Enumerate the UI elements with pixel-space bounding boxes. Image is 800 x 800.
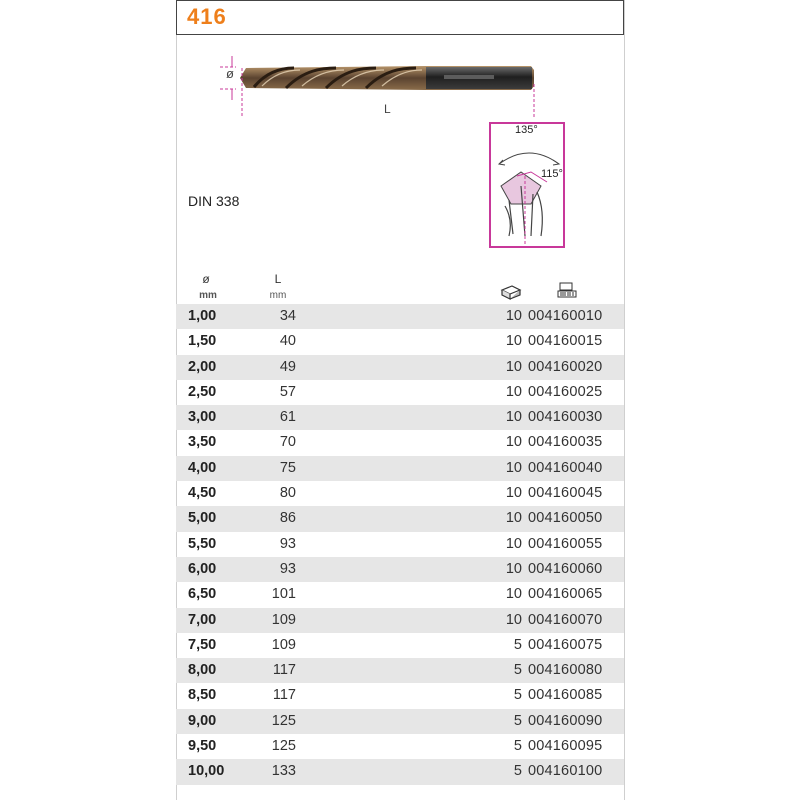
table-row [176,582,624,607]
quantity-cell: 10 [505,308,522,324]
barcode-label-icon [556,282,578,300]
diameter-cell: 7,00 [188,611,217,628]
diameter-cell: 8,00 [188,662,217,679]
article-number-cell: 004160085 [528,687,603,704]
quantity-cell: 5 [513,687,522,704]
length-cell: 34 [279,308,296,324]
table-row [176,608,624,633]
length-cell: 80 [279,485,296,502]
article-number-cell: 004160060 [528,560,603,577]
article-number-cell: 004160020 [528,358,603,375]
diameter-cell: 2,50 [188,383,217,400]
article-number-cell: 004160070 [528,611,603,628]
length-cell: 117 [272,662,296,679]
frame-right-border [624,0,625,800]
table-row [176,355,624,380]
table-row [176,759,624,784]
length-cell: 93 [279,535,296,552]
standard-label: DIN 338 [188,193,240,209]
article-number-cell: 004160095 [528,738,603,755]
length-header-unit: mm [269,290,287,301]
table-row [176,633,624,658]
quantity-cell: 10 [505,510,522,527]
article-number-cell: 004160090 [528,712,603,729]
quantity-cell: 5 [513,712,522,729]
point-angle-diagram [489,122,565,248]
diameter-cell: 4,00 [188,459,217,476]
length-cell: 109 [271,611,296,628]
length-header-symbol: L [274,272,282,286]
article-number-cell: 004160055 [528,535,603,552]
article-number-cell: 004160075 [528,636,603,653]
length-cell: 109 [271,636,296,653]
quantity-cell: 5 [513,738,522,755]
length-cell: 86 [279,510,296,527]
diameter-cell: 5,50 [188,535,217,552]
length-cell: 117 [272,687,296,704]
length-cell: 75 [279,459,296,476]
table-row [176,430,624,455]
diameter-cell: 9,50 [188,738,217,755]
table-row [176,329,624,354]
diameter-cell: 10,00 [188,763,225,780]
table-row [176,709,624,734]
article-number-cell: 004160045 [528,485,603,502]
quantity-cell: 5 [513,662,522,679]
quantity-cell: 10 [505,409,522,426]
table-row [176,532,624,557]
length-cell: 101 [271,586,296,603]
diameter-cell: 7,50 [188,636,217,653]
table-row [176,380,624,405]
quantity-cell: 10 [505,586,522,603]
length-cell: 125 [271,712,296,729]
table-row [176,506,624,531]
article-number-cell: 004160010 [528,308,603,324]
length-cell: 133 [271,763,296,780]
diameter-cell: 1,00 [188,308,217,324]
quantity-cell: 10 [505,611,522,628]
diameter-cell: 3,00 [188,409,217,426]
diameter-cell: 3,50 [188,434,217,451]
length-cell: 40 [279,333,296,350]
length-symbol: L [384,102,391,116]
length-cell: 57 [279,383,296,400]
diameter-cell: 5,00 [188,510,217,527]
drill-bit-image [176,40,624,130]
product-code: 416 [187,4,227,29]
diameter-cell: 8,50 [188,687,217,704]
quantity-cell: 10 [505,333,522,350]
quantity-cell: 10 [505,434,522,451]
product-header [176,0,624,35]
quantity-cell: 10 [505,358,522,375]
table-row [176,557,624,582]
quantity-cell: 10 [505,560,522,577]
split-angle-label: 115° [541,168,563,180]
length-cell: 93 [279,560,296,577]
diameter-cell: 6,00 [188,560,217,577]
length-cell: 49 [279,358,296,375]
diameter-cell: 6,50 [188,586,217,603]
article-number-cell: 004160065 [528,586,603,603]
quantity-cell: 10 [505,383,522,400]
diameter-symbol: ø [226,66,234,81]
quantity-cell: 10 [505,459,522,476]
diameter-cell: 1,50 [188,333,217,350]
table-row [176,304,624,329]
diameter-cell: 4,50 [188,485,217,502]
table-row [176,481,624,506]
diameter-cell: 9,00 [188,712,217,729]
article-number-cell: 004160080 [528,662,603,679]
article-number-cell: 004160030 [528,409,603,426]
diameter-header-symbol: ø [202,272,210,286]
article-number-cell: 004160040 [528,459,603,476]
quantity-cell: 10 [505,535,522,552]
size-table [176,304,624,785]
article-number-cell: 004160035 [528,434,603,451]
article-number-cell: 004160015 [528,333,603,350]
table-row [176,456,624,481]
length-cell: 125 [271,738,296,755]
drill-tip-sketch [491,124,567,250]
quantity-cell: 5 [513,636,522,653]
table-row [176,683,624,708]
article-number-cell: 004160050 [528,510,603,527]
diameter-cell: 2,00 [188,358,217,375]
table-row [176,658,624,683]
diameter-header-unit: mm [199,290,217,301]
length-cell: 61 [279,409,296,426]
article-number-cell: 004160100 [528,763,603,780]
quantity-cell: 5 [513,763,522,780]
point-angle-label: 135° [515,124,538,136]
quantity-cell: 10 [505,485,522,502]
article-number-cell: 004160025 [528,383,603,400]
table-row [176,405,624,430]
package-icon [500,284,522,300]
length-cell: 70 [279,434,296,451]
table-row [176,734,624,759]
